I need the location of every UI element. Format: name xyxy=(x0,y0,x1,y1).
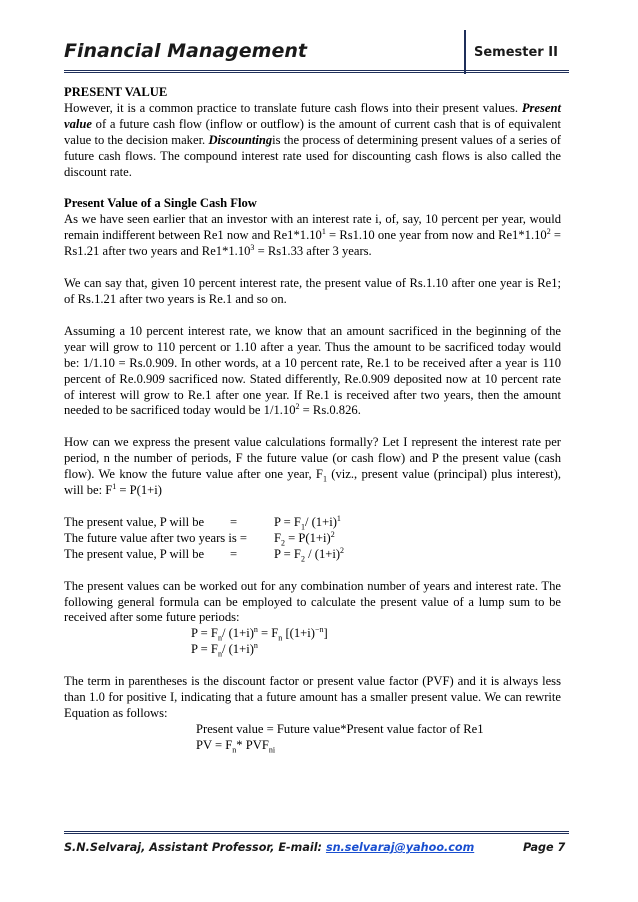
subscript: 2 xyxy=(281,538,286,548)
equation-label: The future value after two years is = xyxy=(64,530,247,545)
equation-text: = F xyxy=(257,626,279,641)
heading-single-cash-flow xyxy=(64,196,561,212)
header-divider xyxy=(464,30,466,74)
subscript: n xyxy=(217,633,222,643)
subscript: 1 xyxy=(322,474,327,484)
paragraph-discount-factor: The term in parentheses is the discount factor or present value factor (PVF) and it is always less than 1.0 for positive I, indicating that a future amount has a smaller present value. We can rewrite Equation as follows: xyxy=(64,674,561,720)
superscript: 1 xyxy=(336,513,341,523)
spacer xyxy=(64,260,561,276)
formula-general-1 xyxy=(64,626,561,642)
footer-author-text: S.N.Selvaraj, Assistant Professor, E-mail: xyxy=(64,841,326,854)
spacer xyxy=(64,180,561,196)
superscript: n xyxy=(253,625,258,635)
header-title: Financial Management xyxy=(64,40,307,62)
equation-text: / (1+i) xyxy=(304,546,341,561)
text-span: = Rs1.21 after two years and Re1*1.10 xyxy=(64,228,561,259)
equation-text: / (1+i) xyxy=(304,514,337,529)
spacer xyxy=(64,499,561,515)
text-span: = Rs1.33 after 3 years. xyxy=(254,244,372,259)
term-present-value: Present value xyxy=(64,100,561,131)
footer-email-link[interactable]: sn.selvaraj@yahoo.com xyxy=(325,841,475,854)
superscript: 2 xyxy=(340,545,345,555)
superscript: 2 xyxy=(295,402,300,412)
equation-text: = P(1+i) xyxy=(285,530,331,545)
subscript: ni xyxy=(268,745,276,755)
page-body xyxy=(64,85,561,754)
paragraph-say: We can say that, given 10 percent interest rate, the present value of Rs.1.10 after one year is Re1; of Rs.1.21 after two years is Re.1 and so on. xyxy=(64,276,561,306)
equation-text: PV = F xyxy=(196,737,233,752)
formula-general-2 xyxy=(64,642,561,658)
equation-text: P = F xyxy=(191,626,218,641)
equation-text: / (1+i) xyxy=(221,626,254,641)
superscript: 3 xyxy=(250,242,255,252)
footer-rule xyxy=(64,831,569,834)
spacer xyxy=(64,308,561,324)
text-span: As we have seen earlier that an investor with an interest rate i, of, say, 10 percent per year, would remain indifferent between Re1 now and Re1*1.10 xyxy=(64,212,561,243)
paragraph-formal xyxy=(64,435,561,499)
text-span: = Rs.0.826. xyxy=(299,403,361,418)
spacer xyxy=(64,563,561,579)
term-discounting: Discounting xyxy=(208,132,273,147)
text-span: Assuming a 10 percent interest rate, we know that an amount sacrificed in the beginning of the year will grow to 110 percent or 1.10 after a year. Thus the amount to be sacrificed today would be: 1/1.10 = Rs.0.909. In other words, at a 10 percent rate, Re.1 to be received after a year is 110 percent of Re.0.909 sacrificed now. Stated differently, Re.0.909 deposited now at 10 percent rate of interest will grow to Re.1 after one year. If Re.1 is received after two years, then the amount needed to be sacrificed today would be 1/1.10 xyxy=(64,323,561,418)
equation-text: ] xyxy=(323,626,328,641)
heading-text: Present Value of a Single Cash Flow xyxy=(64,196,257,211)
header-rule xyxy=(64,70,569,73)
footer-author xyxy=(64,841,474,854)
equation-text: P = F xyxy=(191,642,218,657)
equation-label: The present value, P will be xyxy=(64,546,205,561)
text-span: = Rs1.10 one year from now and Re1*1.10 xyxy=(325,228,547,243)
equation-row-2 xyxy=(64,531,561,547)
text-span: = P(1+i) xyxy=(116,483,162,498)
equation-label: The present value, P will be xyxy=(64,514,205,529)
equation-text: * PVF xyxy=(236,737,269,752)
spacer xyxy=(64,658,561,674)
equation-text: P = F xyxy=(274,514,301,529)
text-span: is the process of determining present values of a series of future cash flows. The compound interest rate used for discounting cash flows is also called the discount rate. xyxy=(64,132,561,179)
equals-sign: = xyxy=(230,514,238,529)
superscript: 1 xyxy=(321,227,326,237)
equation-text: / (1+i) xyxy=(221,642,254,657)
equals-sign: = xyxy=(230,546,238,561)
subscript: n xyxy=(232,745,237,755)
subscript: 1 xyxy=(300,522,305,532)
footer-page-number: Page 7 xyxy=(523,841,566,854)
superscript: 2 xyxy=(330,529,335,539)
spacer xyxy=(64,419,561,435)
heading-text: PRESENT VALUE xyxy=(64,85,168,99)
equation-row-3 xyxy=(64,547,561,563)
subscript: 2 xyxy=(300,554,305,564)
paragraph-example xyxy=(64,212,561,260)
equation-text: F xyxy=(274,530,282,545)
formula-pv-symbols xyxy=(64,738,561,754)
superscript: n xyxy=(253,641,258,651)
equation-text: P = F xyxy=(274,546,301,561)
formula-pv-words: Present value = Future value*Present value factor of Re1 xyxy=(196,721,484,736)
text-span: (viz., present value (principal) plus interest), will be: F xyxy=(64,467,561,498)
paragraph-assuming xyxy=(64,324,561,419)
equation-text: [(1+i) xyxy=(282,626,315,641)
text-span: How can we express the present value calculations formally? Let I represent the interest rate per period, n the number of periods, F the future value (or cash flow) and P the present value (cash flow). We know the future value after one year, F xyxy=(64,435,561,482)
text-span: However, it is a common practice to translate future cash flows into their present values. xyxy=(64,100,522,115)
subscript: n xyxy=(278,633,283,643)
superscript: −n xyxy=(314,625,324,635)
subscript: n xyxy=(217,649,222,659)
superscript: 1 xyxy=(112,481,117,491)
header-semester: Semester II xyxy=(474,45,558,60)
equation-row-1 xyxy=(64,515,561,531)
paragraph-intro xyxy=(64,101,561,181)
text-span: of a future cash flow (inflow or outflow) is the amount of current cash that is of equivalent value to the decision maker. xyxy=(64,116,561,147)
heading-present-value xyxy=(64,85,561,101)
superscript: 2 xyxy=(546,227,551,237)
paragraph-general: The present values can be worked out for any combination number of years and interest rate. The following general formula can be employed to calculate the present value of a lump sum to be received after some future periods: xyxy=(64,578,561,625)
